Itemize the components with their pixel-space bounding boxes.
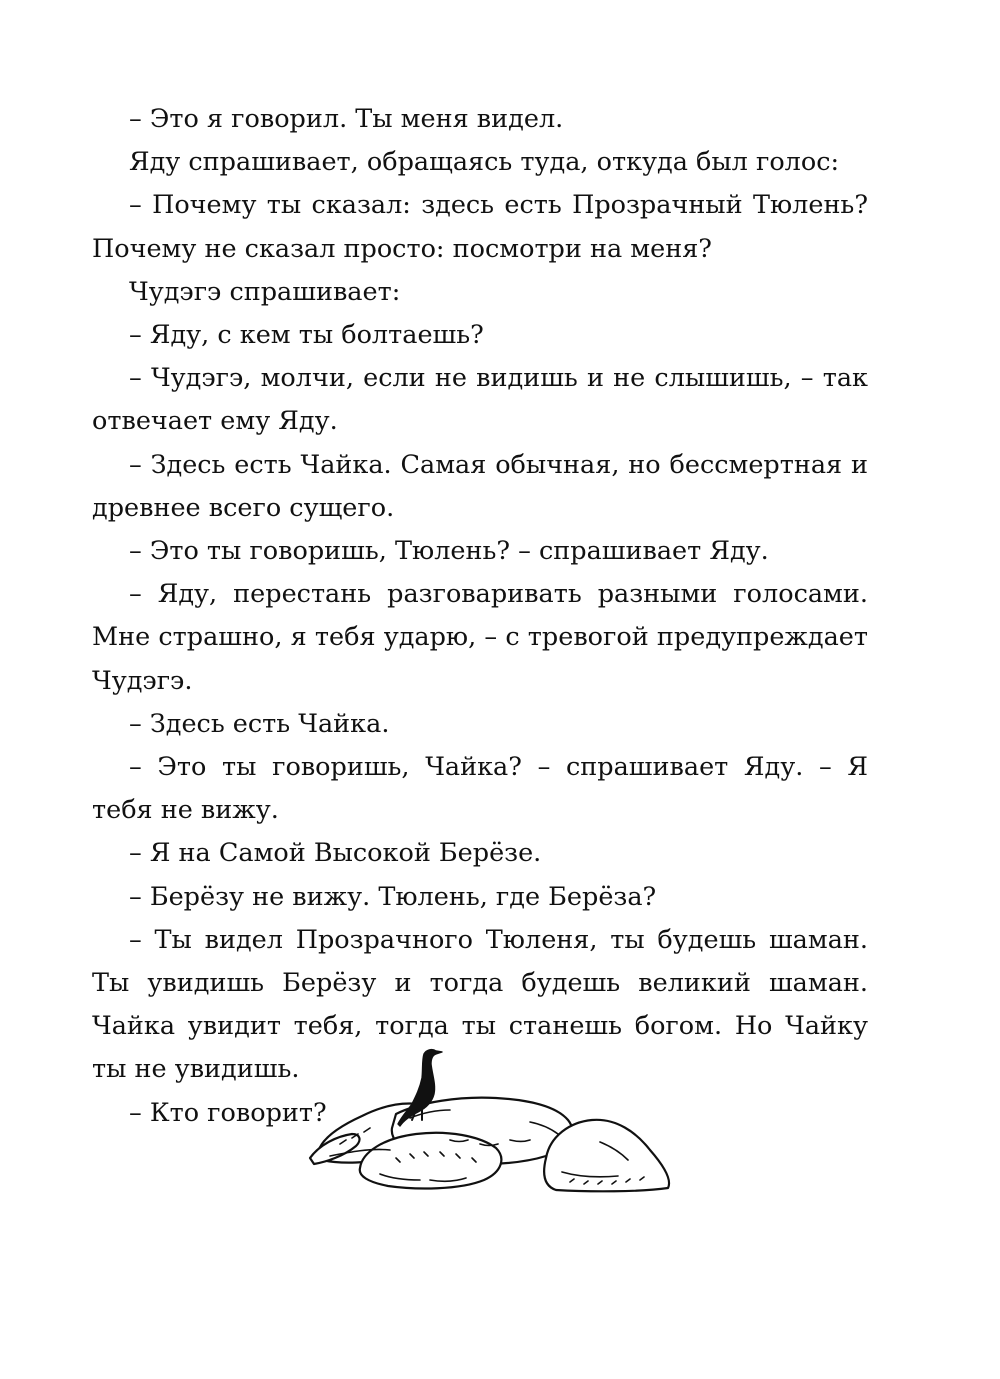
paragraph: – Ты видел Прозрачного Тюленя, ты будешь шаман. Ты увидишь Берёзу и тогда будешь великий шаман. Чайка увидит тебя, тогда ты станешь богом. Но Чайку ты не увидишь. bbox=[92, 924, 868, 1085]
paragraph: – Яду, перестань разговаривать разными голосами. Мне страшно, я тебя ударю, – с тревогой предупреждает Чудэгэ. bbox=[92, 579, 868, 696]
paragraph: – Здесь есть Чайка. Самая обычная, но бессмертная и древнее всего сущего. bbox=[92, 449, 868, 523]
paragraph: – Это ты говоришь, Тюлень? – спрашивает Яду. bbox=[129, 536, 769, 567]
paragraph: Яду спрашивает, обращаясь туда, откуда был голос: bbox=[129, 147, 840, 178]
paragraph: – Здесь есть Чайка. bbox=[129, 708, 390, 739]
paragraph: – Кто говорит? bbox=[129, 1097, 327, 1128]
bird-on-rocks-icon bbox=[300, 1040, 700, 1200]
paragraph: – Я на Самой Высокой Берёзе. bbox=[129, 838, 542, 869]
paragraph: – Это ты говоришь, Чайка? – спрашивает Яду. – Я тебя не вижу. bbox=[92, 752, 868, 826]
paragraph: – Берёзу не вижу. Тюлень, где Берёза? bbox=[129, 881, 657, 912]
paragraph: – Яду, с кем ты болтаешь? bbox=[129, 320, 484, 351]
page-text bbox=[92, 98, 868, 1135]
rock-right bbox=[544, 1120, 669, 1192]
paragraph: – Это я говорил. Ты меня видел. bbox=[129, 104, 564, 134]
paragraph: – Почему ты сказал: здесь есть Прозрачный Тюлень? Почему не сказал просто: посмотри на меня? bbox=[92, 190, 868, 264]
paragraph: – Чудэгэ, молчи, если не видишь и не слышишь, – так отвечает ему Яду. bbox=[92, 363, 868, 437]
paragraph: Чудэгэ спрашивает: bbox=[129, 276, 401, 307]
